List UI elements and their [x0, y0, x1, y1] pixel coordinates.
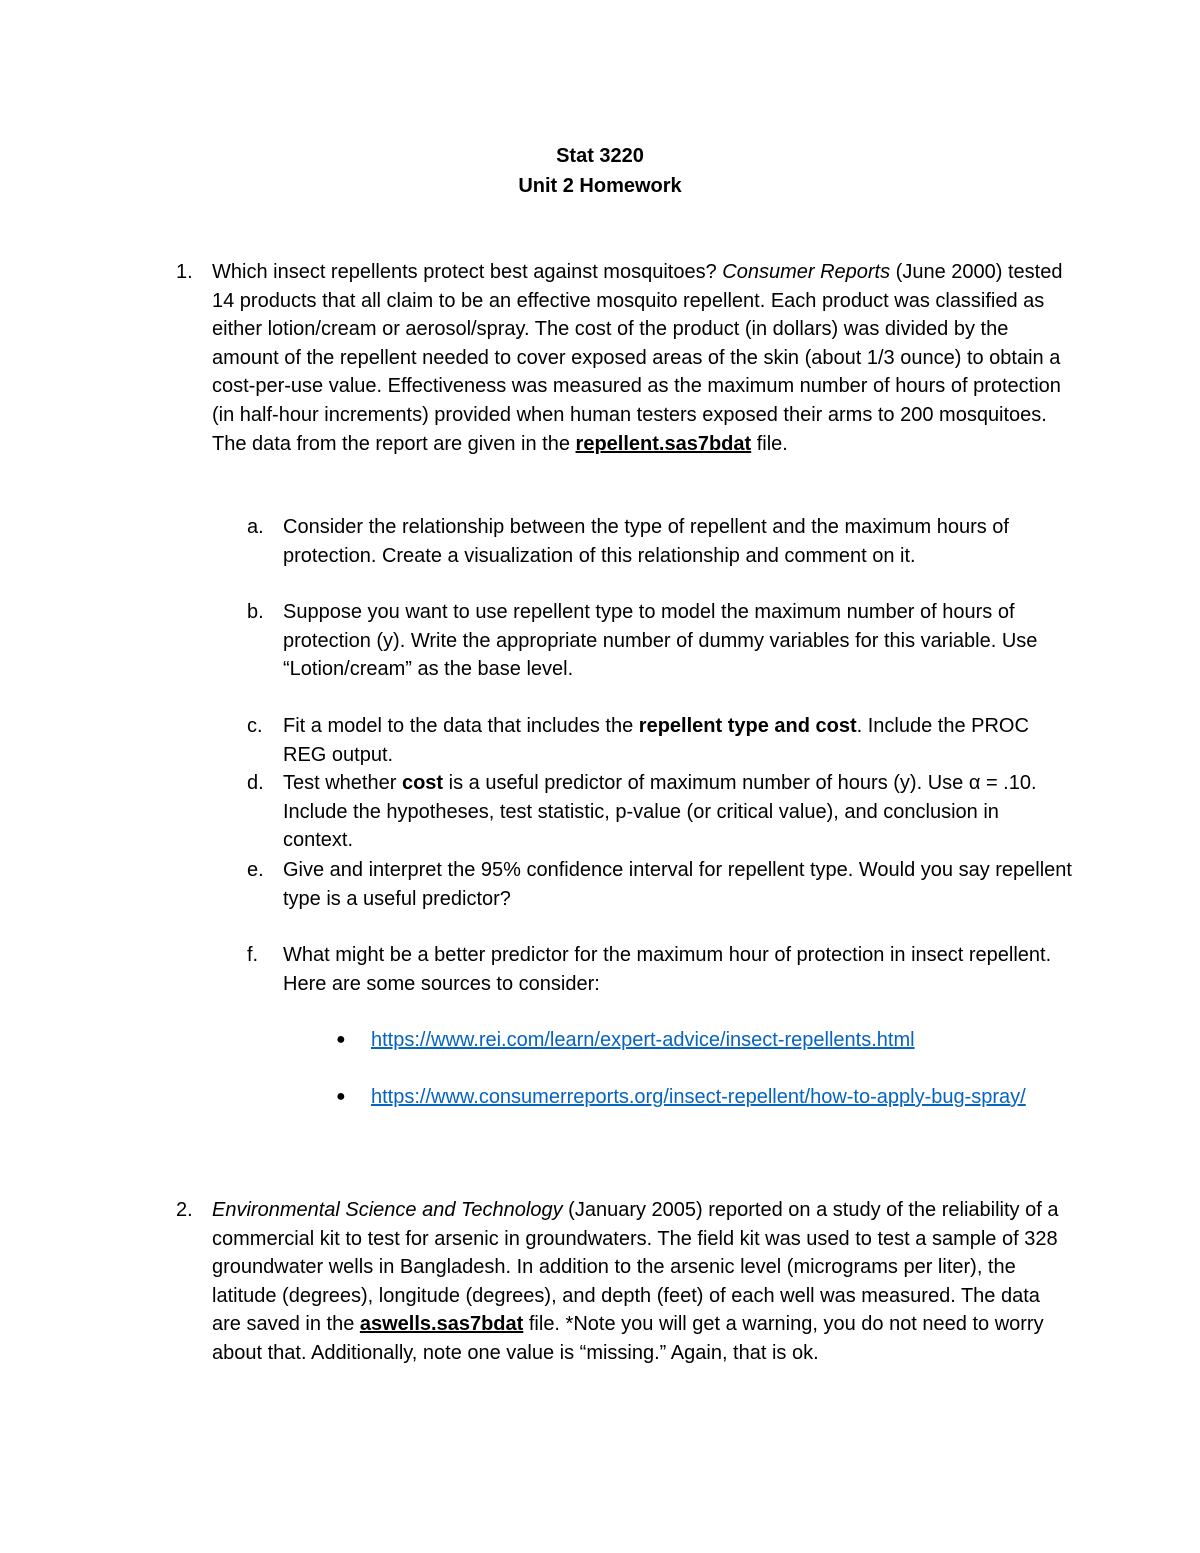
part-a-text: Consider the relationship between the type of repellent and the maximum hours of protection. Create a visualization of this relationship and comment on it. [283, 516, 1009, 567]
part-d-text-b: is a useful predictor of maximum number of hours (y). Use α = .10. Include the hypotheses, test statistic, p-value (or critical value), and conclusion in context. [283, 772, 1037, 852]
part-c-text [283, 712, 1043, 769]
question-1-text [212, 258, 1072, 458]
aswells-file-name: aswells.sas7bdat [359, 1313, 524, 1336]
part-c-letter: c. [247, 715, 263, 737]
part-c-text-b: . Include the PROC REG output. [283, 715, 1029, 766]
part-a-letter: a. [247, 516, 264, 538]
question-2-number: 2. [176, 1199, 193, 1221]
part-d-text-a: Test whether [283, 772, 402, 794]
part-c-bold: repellent type and cost [638, 715, 857, 737]
part-e-text: Give and interpret the 95% confidence interval for repellent type. Would you say repellent type is a useful predictor? [283, 859, 1072, 910]
q2-source: Environmental Science and Technology [212, 1199, 563, 1221]
part-e-letter: e. [247, 859, 264, 881]
part-f-letter: f. [247, 944, 259, 966]
part-d-text [283, 769, 1053, 855]
repellent-file-name: repellent.sas7bdat [575, 432, 752, 455]
assignment-title: Unit 2 Homework [518, 175, 682, 197]
q2-text-b: file. *Note you will get a warning, you do not need to worry about that. Additionally, note one value is “missing.” Again, that is ok. [212, 1313, 1044, 1364]
question-2-text [212, 1196, 1072, 1368]
q2-text-a: (January 2005) reported on a study of the reliability of a commercial kit to test for arsenic in groundwaters. The field kit was used to test a sample of 328 groundwater wells in Bangladesh. In addition to the arsenic level (micrograms per liter), the latitude (degrees), longitude (degrees), and depth (feet) of each well was measured. The data are saved in the [212, 1199, 1059, 1336]
q1-intro-c: file. [751, 432, 788, 455]
consumer-reports-link[interactable]: https://www.consumerreports.org/insect-repellent/how-to-apply-bug-spray/ [371, 1086, 1026, 1108]
part-f-text: What might be a better predictor for the maximum hour of protection in insect repellent. Here are some sources to consider: [283, 944, 1052, 995]
part-b-text: Suppose you want to use repellent type to model the maximum number of hours of protection (y). Write the appropriate number of dummy variables for this variable. Use “Lotion/cream” as the base level. [283, 601, 1038, 681]
rei-link[interactable]: https://www.rei.com/learn/expert-advice/insect-repellents.html [371, 1029, 915, 1051]
q1-intro-b: (June 2000) tested 14 products that all claim to be an effective mosquito repellent. Each product was classified as either lotion/cream or aerosol/spray. The cost of the product (in dollars) was divided by the amount of the repellent needed to cover exposed areas of the skin (about 1/3 ounce) to obtain a cost-per-use value. Effectiveness was measured as the maximum number of hours of protection (in half-hour increments) provided when human testers exposed their arms to 200 mosquitoes. The data from the report are given in the [212, 261, 1063, 455]
bullet-icon: ● [336, 1031, 346, 1048]
course-title: Stat 3220 [556, 145, 644, 167]
part-d-bold: cost [401, 772, 444, 794]
q1-intro-a: Which insect repellents protect best against mosquitoes? [212, 261, 723, 283]
question-1-number: 1. [176, 261, 193, 283]
part-c-text-a: Fit a model to the data that includes the [283, 715, 639, 737]
part-d-letter: d. [247, 772, 264, 794]
bullet-icon: ● [336, 1088, 346, 1105]
part-b-letter: b. [247, 601, 264, 623]
q1-source: Consumer Reports [722, 261, 891, 283]
